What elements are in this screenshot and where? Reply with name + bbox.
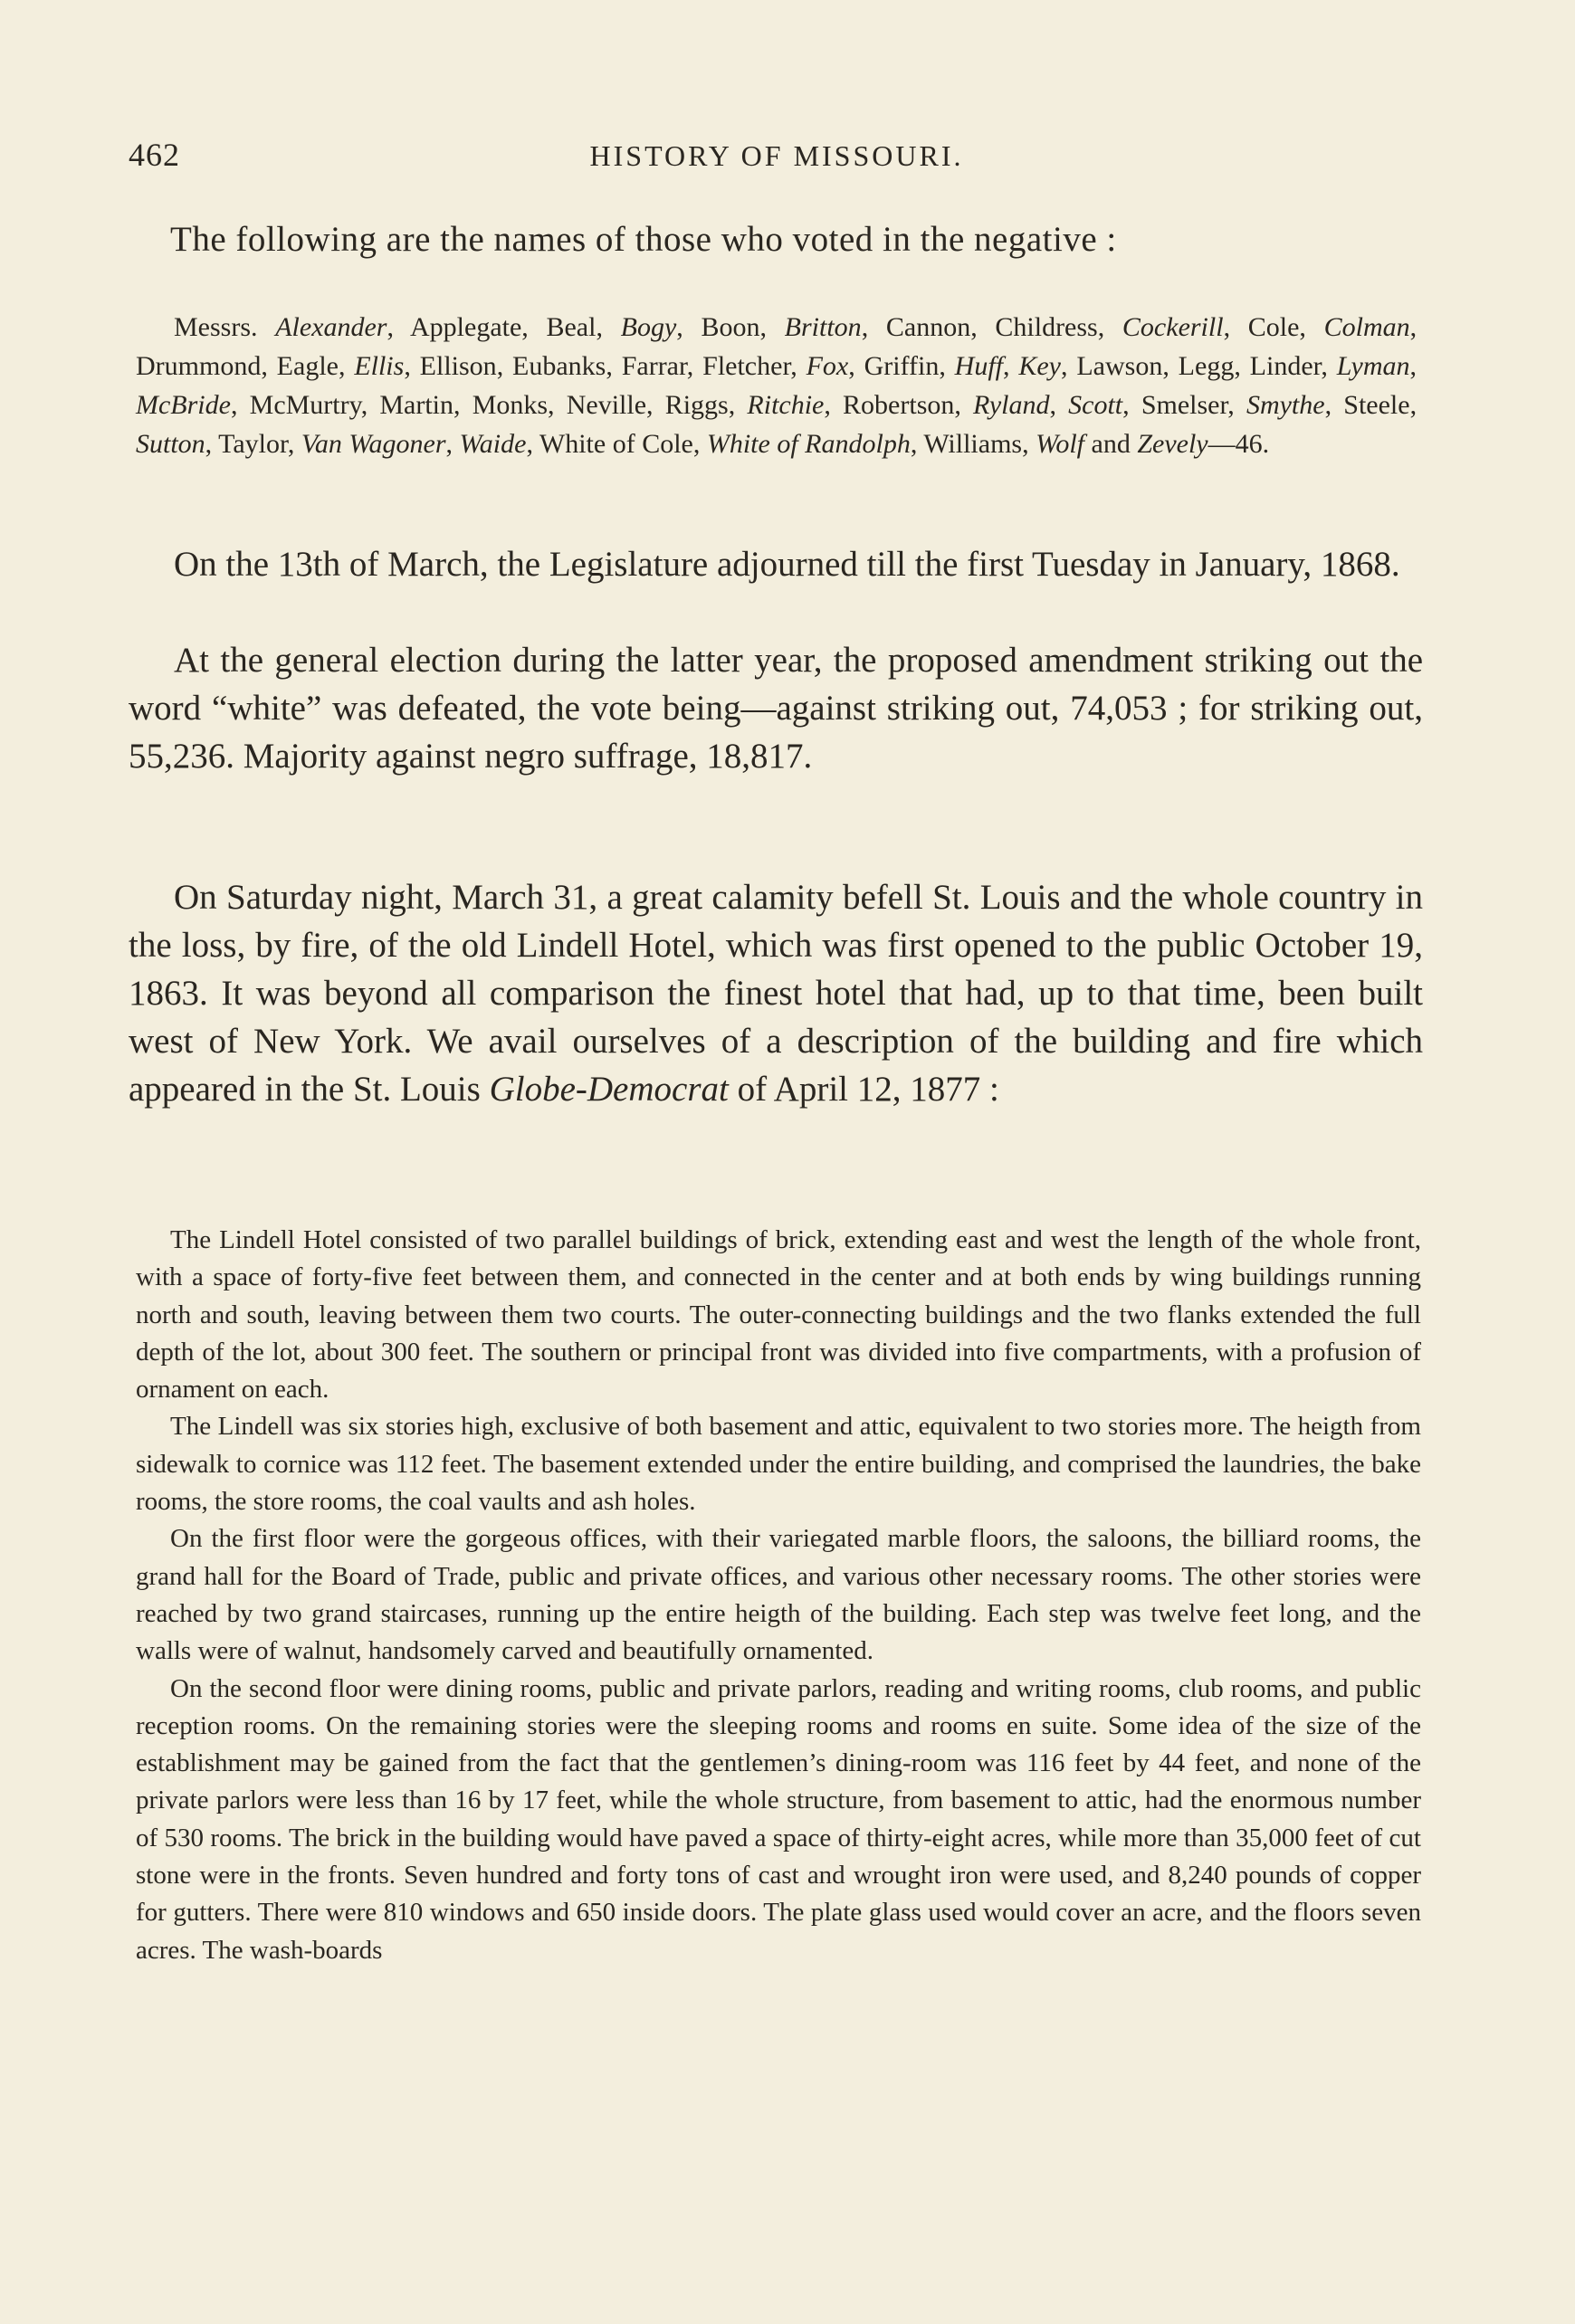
voter-name: Legg — [1178, 351, 1235, 381]
voter-name: Cannon — [885, 312, 971, 342]
voter-name: Neville — [566, 390, 647, 420]
voter-name: Bogy — [620, 312, 677, 342]
voter-name: McMurtry — [249, 390, 361, 420]
paragraph-calamity — [129, 873, 1423, 1113]
voter-name: Zevely — [1137, 429, 1208, 459]
intro-line: The following are the names of those who voted in the negative : — [170, 220, 1117, 259]
voter-name: Britton — [784, 312, 862, 342]
voter-name: Childress — [995, 312, 1098, 342]
voter-name: Monks — [472, 390, 549, 420]
voter-name: Taylor — [218, 429, 288, 459]
page-header — [129, 136, 1425, 181]
list-lead: Messrs. — [174, 312, 276, 342]
voter-name: White of Randolph — [706, 429, 911, 459]
voter-name: Riggs — [664, 390, 729, 420]
vote-total: —46. — [1208, 429, 1270, 459]
voter-name: Waide — [459, 429, 527, 459]
voter-name: Cole — [1247, 312, 1300, 342]
voter-name: Griffin — [864, 351, 940, 381]
voter-name: McBride — [136, 390, 231, 420]
quote-paragraph: On the second floor were dining rooms, public and private parlors, reading and writing rooms, club rooms, and public reception rooms. On the remaining stories were the sleeping rooms and rooms en suite. Some idea of the size of the establishment may be gained from the fact that the gentlemen’s dining-room was 116 feet by 44 feet, and none of the private parlors were less than 16 by 17 feet, while the whole structure, from basement to attic, had the enormous number of 530 rooms. The brick in the building would have paved a space of thirty-eight acres, while more than 35,000 feet of cut stone were in the fronts. Seven hundred and forty tons of cast and wrought iron were used, and 8,240 pounds of copper for gutters. There were 810 windows and 650 inside doors. The plate glass used would cover an acre, and the floors seven acres. The wash-boards — [136, 1673, 1421, 1965]
voter-name: Lawson — [1076, 351, 1163, 381]
voter-name: Applegate — [410, 312, 522, 342]
calamity-text-end: of April 12, 1877 : — [728, 1070, 999, 1109]
voter-name: Eubanks — [512, 351, 606, 381]
voter-name: White of Cole — [539, 429, 693, 459]
quoted-description — [136, 1222, 1421, 1969]
voter-name: Cockerill — [1122, 312, 1224, 342]
voter-name: Steele — [1343, 390, 1410, 420]
voter-name: Colman — [1323, 312, 1410, 342]
voter-name: Scott — [1068, 390, 1123, 420]
calamity-text: On Saturday night, March 31, a great calamity befell St. Louis and the whole country in the loss, by fire, of the old Lindell Hotel, which was first opened to the public October 19, 1863. It was beyond all comparison the finest hotel that had, up to that time, been built west of New York. We avail ourselves of a description of the building and fire which appeared in the St. Louis — [129, 878, 1423, 1109]
voter-name: Boon — [701, 312, 760, 342]
voter-name: Smelser — [1141, 390, 1228, 420]
voter-name: Linder — [1249, 351, 1322, 381]
voter-name: Smythe — [1246, 390, 1325, 420]
voter-name: Alexander — [275, 312, 387, 342]
voter-name: Martin — [379, 390, 454, 420]
voter-name: Williams — [923, 429, 1023, 459]
newspaper-title: Globe-Democrat — [489, 1070, 729, 1109]
voter-name: Huff — [954, 351, 1004, 381]
voter-name: Ritchie — [747, 390, 825, 420]
voter-name: Eagle — [276, 351, 339, 381]
voter-name: Farrar — [621, 351, 687, 381]
voter-name: Beal — [546, 312, 597, 342]
voter-name: Drummond — [136, 351, 262, 381]
running-title: HISTORY OF MISSOURI. — [589, 139, 964, 172]
negative-voters-list: Messrs. Alexander, Applegate, Beal, Bogy, Boon, Britton, Cannon, Childress, Cockerill, Cole, Colman, Drummond, Eagle, Ellis, Ellison, Eubanks, Farrar, Fletcher, Fox, Griffin, Huff, Key, Lawson, Legg, Linder, Lyman, McBride, McMurtry, Martin, Monks, Neville, Riggs, Ritchie, Robertson, Ryland, Scott, Smelser, Smythe, Steele, Sutton, Taylor, Van Wagoner, Waide, White of Cole, White of Randolph, Williams, Wolf and Zevely—46. — [136, 312, 1418, 459]
voter-name: Key — [1018, 351, 1061, 381]
quote-paragraph: The Lindell was six stories high, exclusive of both basement and attic, equivalent to two stories more. The heigth from sidewalk to cornice was 112 feet. The basement extended under the entire building, and comprised the laundries, the bake rooms, the store rooms, the coal vaults and ash holes. — [136, 1412, 1421, 1517]
voter-name: Wolf — [1036, 429, 1084, 459]
quote-paragraph: On the first floor were the gorgeous offices, with their variegated marble floors, the saloons, the billiard rooms, the grand hall for the Board of Trade, public and private offices, and various other necessary rooms. The other stories were reached by two grand staircases, running up the entire heigth of the building. Each step was twelve feet long, and the walls were of walnut, handsomely carved and beautifully ornamented. — [136, 1524, 1421, 1666]
voter-name: Ryland — [973, 390, 1050, 420]
voter-name: Van Wagoner — [301, 429, 446, 459]
voter-name: Fox — [806, 351, 849, 381]
quote-paragraph: The Lindell Hotel consisted of two parallel buildings of brick, extending east and west the length of the whole front, with a space of forty-five feet between them, and connected in the center and at both ends by wing buildings running north and south, leaving between them two courts. The outer-connecting buildings and the two flanks extended the full depth of the lot, about 300 feet. The southern or principal front was divided into five compartments, with a profusion of ornament on each. — [136, 1225, 1421, 1405]
paragraph-adjourned: On the 13th of March, the Legislature adjourned till the first Tuesday in January, 1868. — [174, 545, 1400, 584]
voter-name: Fletcher — [702, 351, 791, 381]
voter-name: Sutton — [136, 429, 205, 459]
voter-name: Robertson — [843, 390, 955, 420]
voter-name: Lyman — [1336, 351, 1410, 381]
page-number: 462 — [129, 137, 180, 173]
paragraph-election: At the general election during the latter year, the proposed amendment striking out the word “white” was defeated, the vote being—against striking out, 74,053 ; for striking out, 55,236. Majority against negro suffrage, 18,817. — [129, 641, 1423, 776]
voter-name: Ellison — [419, 351, 497, 381]
voter-name: Ellis — [354, 351, 405, 381]
